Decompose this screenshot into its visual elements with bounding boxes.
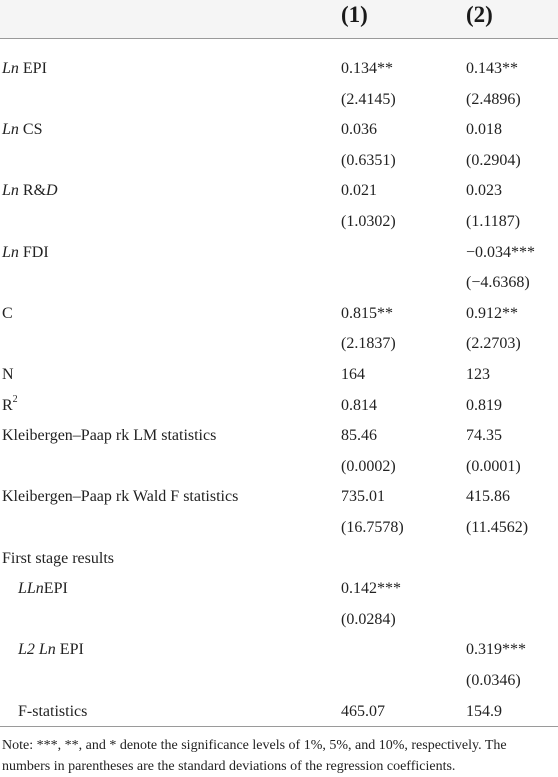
table-row (0, 486, 558, 516)
table-row (0, 456, 558, 486)
footer-rule (0, 726, 558, 727)
cell-col-2: 0.023 (466, 182, 502, 200)
cell-col-2: (2.4896) (466, 90, 521, 108)
table-row (0, 89, 558, 119)
row-label (2, 180, 58, 202)
cell-col-2: (0.0346) (466, 672, 521, 689)
header-rule (0, 38, 558, 39)
cell-col-1: 0.815** (341, 304, 393, 322)
row-label-italic: Ln (2, 60, 19, 77)
cell-col-2: 0.018 (466, 121, 502, 139)
cell-col-1: 0.021 (341, 182, 377, 200)
cell-col-2: 0.319*** (466, 641, 526, 659)
cell-col-2: 415.86 (466, 488, 510, 506)
cell-col-1: (2.4145) (341, 90, 396, 108)
table-row (0, 272, 558, 302)
cell-col-2: 154.9 (466, 702, 502, 720)
cell-col-2: −0.034*** (466, 243, 536, 261)
row-label-italic: Ln (2, 182, 19, 200)
row-label-italic: Ln (2, 121, 19, 139)
cell-col-2: 0.912** (466, 304, 518, 322)
table-row (0, 119, 558, 149)
column-header-2: (2) (466, 2, 493, 27)
table-note: Note: ***, **, and * denote the significance levels of 1%, 5%, and 10%, respectively. The numbers in parentheses are the standard deviations of the regression coefficients. (2, 738, 507, 774)
cell-col-2: (1.1187) (466, 213, 521, 230)
row-label-italic: L2 Ln (18, 641, 56, 659)
table-row (0, 242, 558, 272)
row-label (2, 242, 49, 264)
table-row (0, 333, 558, 363)
row-label (18, 701, 87, 723)
table-row (0, 609, 558, 639)
cell-col-2: (2.2703) (466, 335, 521, 353)
cell-col-2: (−4.6368) (466, 274, 530, 292)
row-label (2, 303, 13, 325)
cell-col-2: 123 (466, 366, 490, 383)
table-row (0, 425, 558, 455)
table-row (0, 303, 558, 333)
table-row (0, 150, 558, 180)
row-label-text: Kleibergen–Paap rk LM statistics (2, 427, 217, 445)
table-row (0, 548, 558, 578)
table-row (0, 395, 558, 425)
row-label (2, 119, 42, 141)
row-label-text: C (2, 304, 13, 322)
row-label-text: N (2, 366, 14, 383)
cell-col-1: (1.0302) (341, 213, 396, 230)
cell-col-2: (0.2904) (466, 151, 521, 169)
cell-col-1: 735.01 (341, 488, 385, 506)
cell-col-1: 0.814 (341, 396, 377, 414)
row-label-text: F-statistics (18, 702, 88, 720)
row-label (2, 364, 14, 386)
row-label-text: EPI (18, 60, 47, 77)
row-label-superscript: 2 (12, 394, 18, 406)
table-row (0, 58, 558, 88)
table-row (0, 670, 558, 700)
cell-col-2: 0.819 (466, 396, 502, 414)
table-row (0, 517, 558, 547)
cell-col-1: (0.0284) (341, 610, 396, 628)
table-row (0, 180, 558, 210)
row-label-italic: Ln (2, 243, 19, 261)
cell-col-1: 0.036 (341, 121, 377, 139)
cell-col-1: 465.07 (341, 702, 385, 720)
row-label (18, 578, 68, 600)
row-label-text: CS (18, 121, 43, 139)
row-label-italic-tail: D (46, 182, 58, 200)
row-label-text: Kleibergen–Paap rk Wald F statistics (2, 488, 239, 506)
cell-col-1: 0.134** (341, 60, 393, 77)
table-header (0, 0, 558, 38)
row-label-text: EPI (43, 580, 68, 598)
row-label (2, 486, 238, 508)
cell-col-1: (0.0002) (341, 457, 396, 475)
cell-col-1: (0.6351) (341, 151, 396, 169)
cell-col-2: (0.0001) (466, 457, 521, 475)
row-label (2, 395, 18, 417)
row-label-text: FDI (18, 243, 49, 261)
row-label-italic: LLn (18, 580, 44, 598)
row-label-text: First stage results (2, 549, 114, 567)
row-label-text: R& (18, 182, 47, 200)
cell-col-2: 0.143** (466, 60, 518, 77)
row-label (2, 425, 216, 447)
table-row (0, 364, 558, 394)
cell-col-1: (2.1837) (341, 335, 396, 353)
cell-col-1: 85.46 (341, 427, 377, 445)
column-header-1: (1) (341, 2, 368, 27)
table-row (0, 211, 558, 241)
cell-col-1: 164 (341, 366, 365, 383)
cell-col-2: 74.35 (466, 427, 502, 445)
row-label (18, 639, 84, 661)
cell-col-1: (16.7578) (341, 519, 404, 536)
row-label-text: EPI (55, 641, 84, 659)
row-label-text: R (2, 396, 13, 414)
cell-col-2: (11.4562) (466, 519, 529, 536)
table-row (0, 639, 558, 669)
table-row (0, 578, 558, 608)
row-label (2, 548, 114, 570)
cell-col-1: 0.142*** (341, 580, 401, 598)
row-label (2, 58, 47, 80)
